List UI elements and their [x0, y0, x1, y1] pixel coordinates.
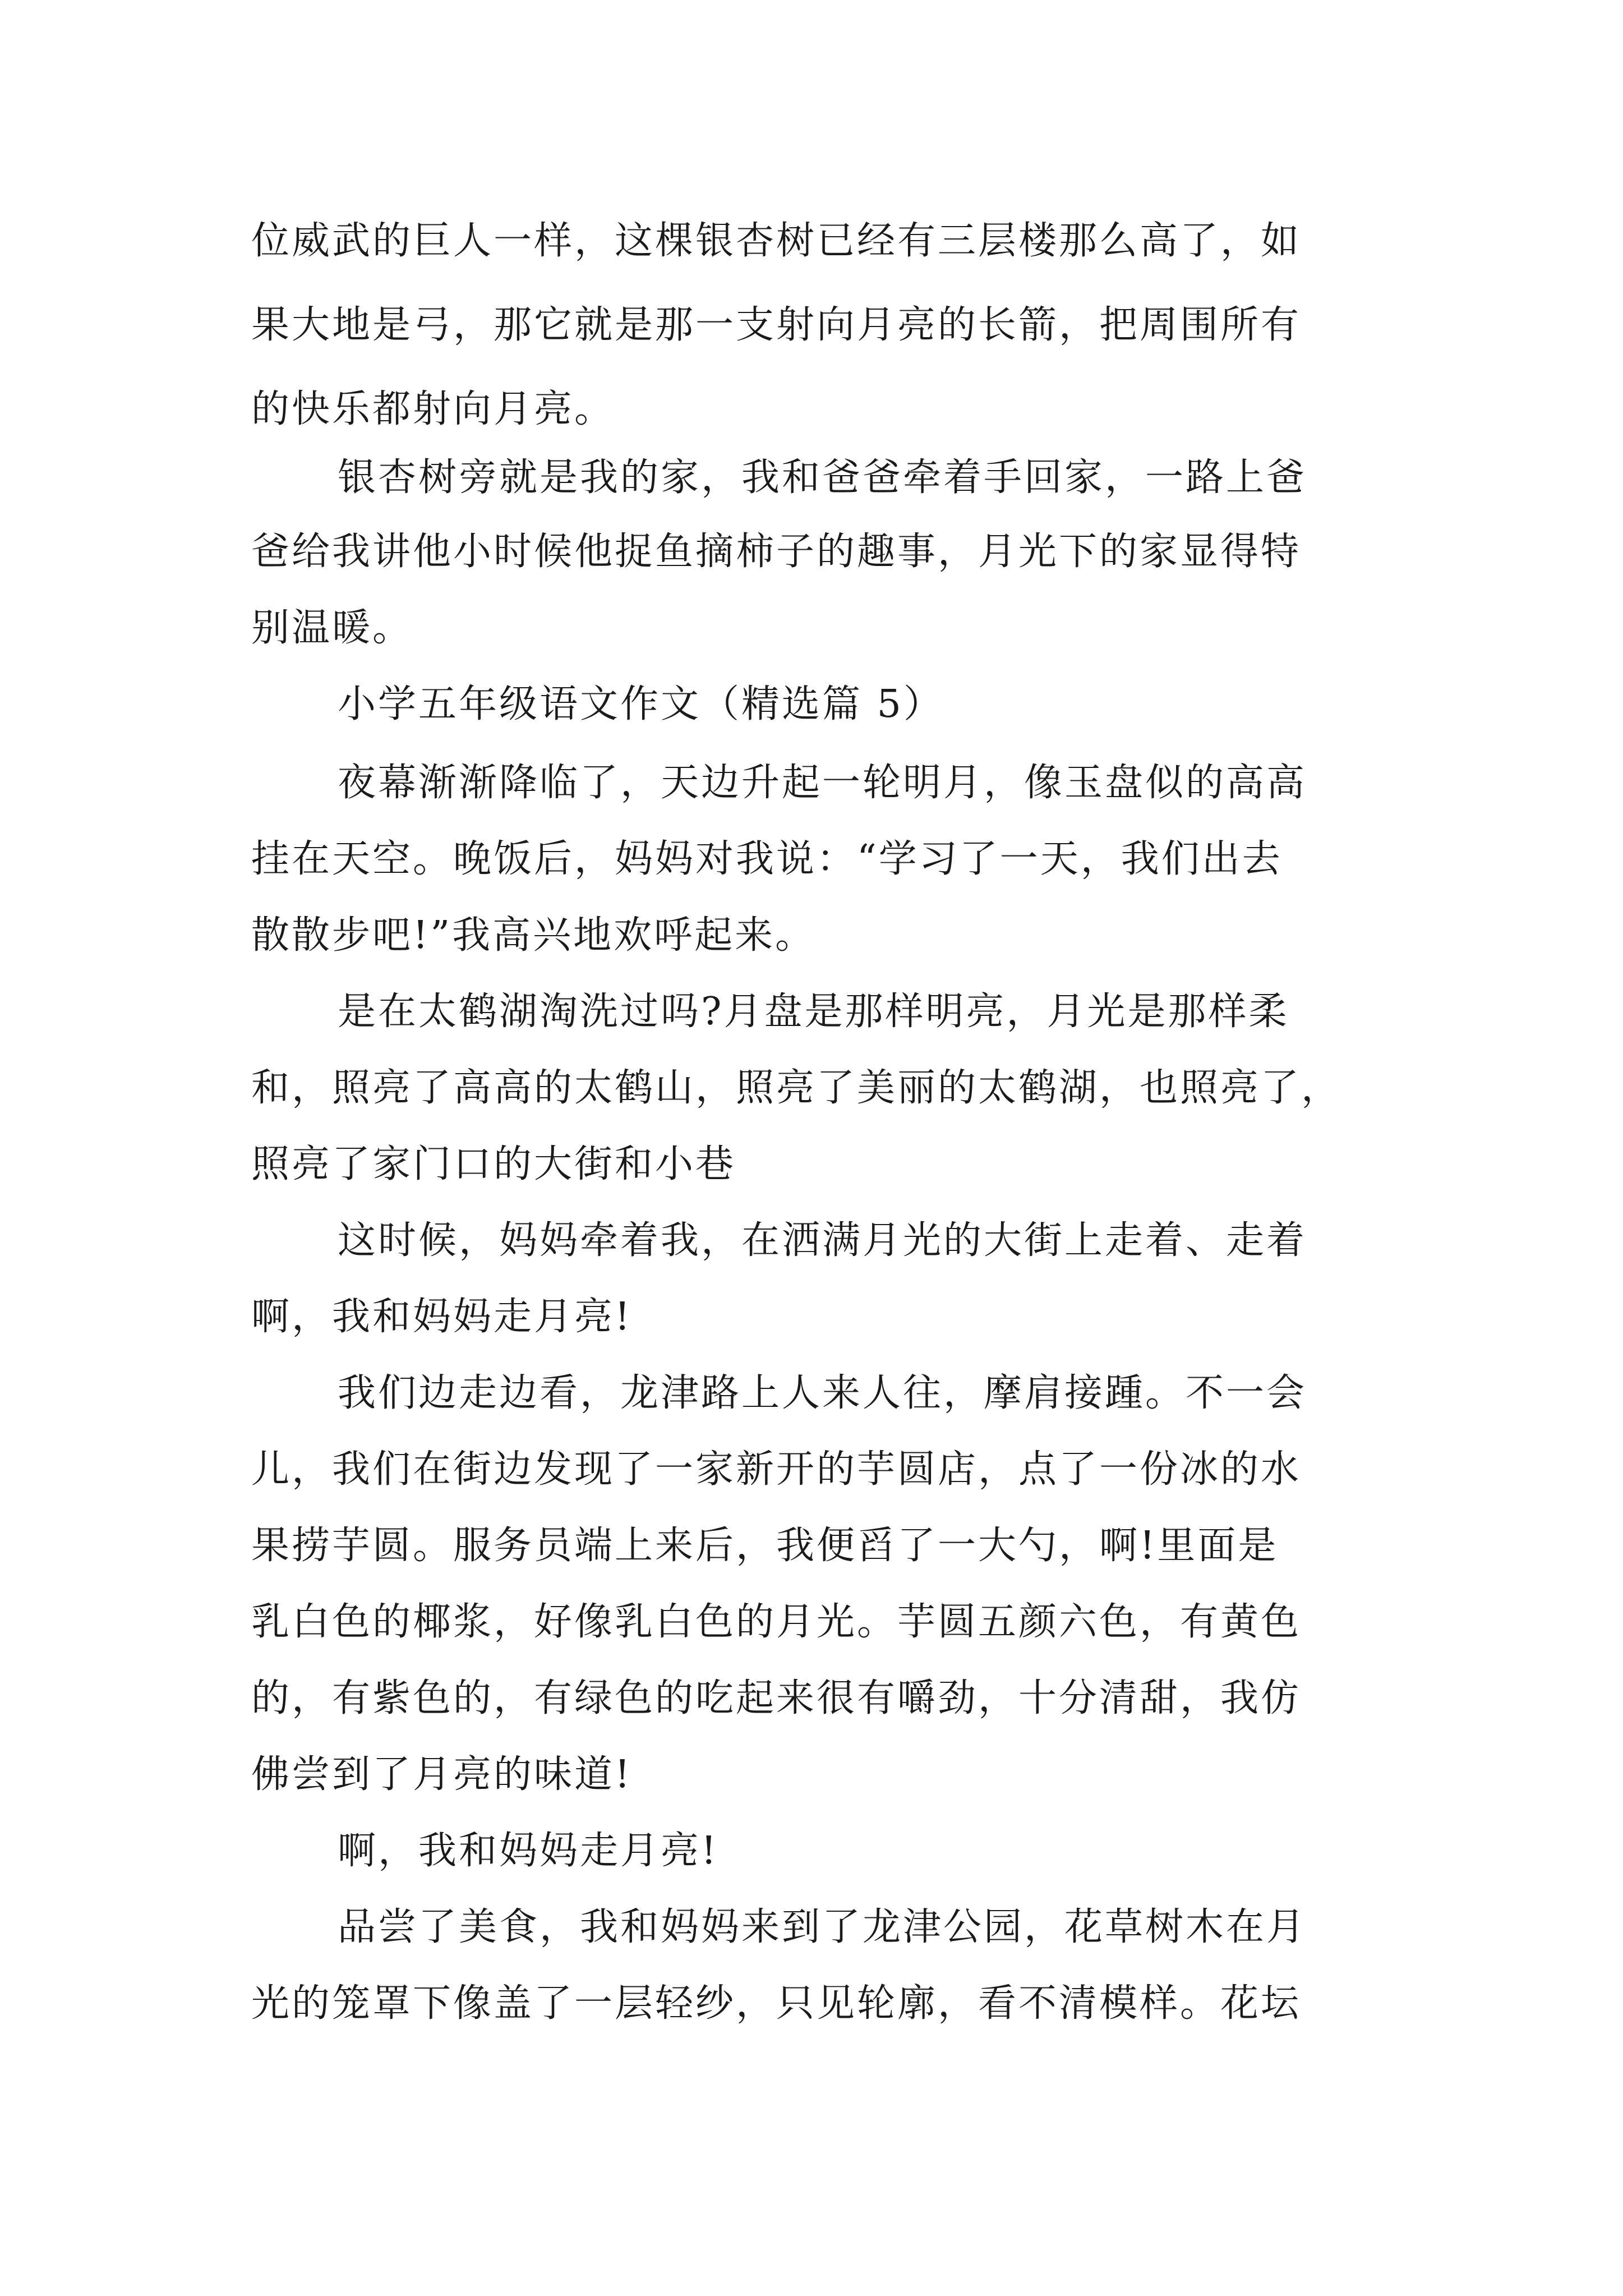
text-line: 散散步吧!”我高兴地欢呼起来。: [251, 913, 816, 958]
text-line: 果大地是弓，那它就是那一支射向月亮的长箭，把周围所有: [251, 303, 1302, 347]
section-heading: 小学五年级语文作文（精选篇 5）: [338, 682, 944, 726]
text-line: 光的笼罩下像盖了一层轻纱，只见轮廓，看不清模样。花坛: [251, 1981, 1302, 2026]
text-line: 佛尝到了月亮的味道!: [251, 1752, 633, 1797]
text-line: 啊，我和妈妈走月亮!: [338, 1829, 719, 1873]
text-line: 照亮了家门口的大街和小巷: [251, 1142, 736, 1186]
text-line: 夜幕渐渐降临了，天边升起一轮明月，像玉盘似的高高: [338, 761, 1307, 805]
text-line: 果捞芋圆。服务员端上来后，我便舀了一大勺，啊!里面是: [251, 1524, 1279, 1568]
text-line: 的快乐都射向月亮。: [251, 387, 615, 431]
text-line: 银杏树旁就是我的家，我和爸爸牵着手回家，一路上爸: [338, 455, 1307, 500]
text-line: 乳白色的椰浆，好像乳白色的月光。芋圆五颜六色，有黄色: [251, 1600, 1302, 1644]
text-line: 我们边走边看，龙津路上人来人往，摩肩接踵。不一会: [338, 1371, 1307, 1415]
text-line: 儿，我们在街边发现了一家新开的芋圆店，点了一份冰的水: [251, 1447, 1302, 1492]
text-line: 和，照亮了高高的太鹤山，照亮了美丽的太鹤湖，也照亮了，: [251, 1066, 1342, 1110]
text-line: 的，有紫色的，有绿色的吃起来很有嚼劲，十分清甜，我仿: [251, 1676, 1302, 1720]
text-line: 挂在天空。晚饭后，妈妈对我说：“学习了一天，我们出去: [251, 837, 1283, 881]
text-line: 啊，我和妈妈走月亮!: [251, 1295, 633, 1339]
text-line: 是在太鹤湖淘洗过吗?月盘是那样明亮，月光是那样柔: [338, 990, 1289, 1034]
text-line: 位威武的巨人一样，这棵银杏树已经有三层楼那么高了，如: [251, 219, 1302, 263]
text-line: 别温暖。: [251, 606, 413, 650]
text-line: 这时候，妈妈牵着我，在洒满月光的大街上走着、走着: [338, 1218, 1307, 1263]
text-line: 品尝了美食，我和妈妈来到了龙津公园，花草树木在月: [338, 1905, 1307, 1949]
text-line: 爸给我讲他小时候他捉鱼摘柿子的趣事，月光下的家显得特: [251, 530, 1302, 574]
